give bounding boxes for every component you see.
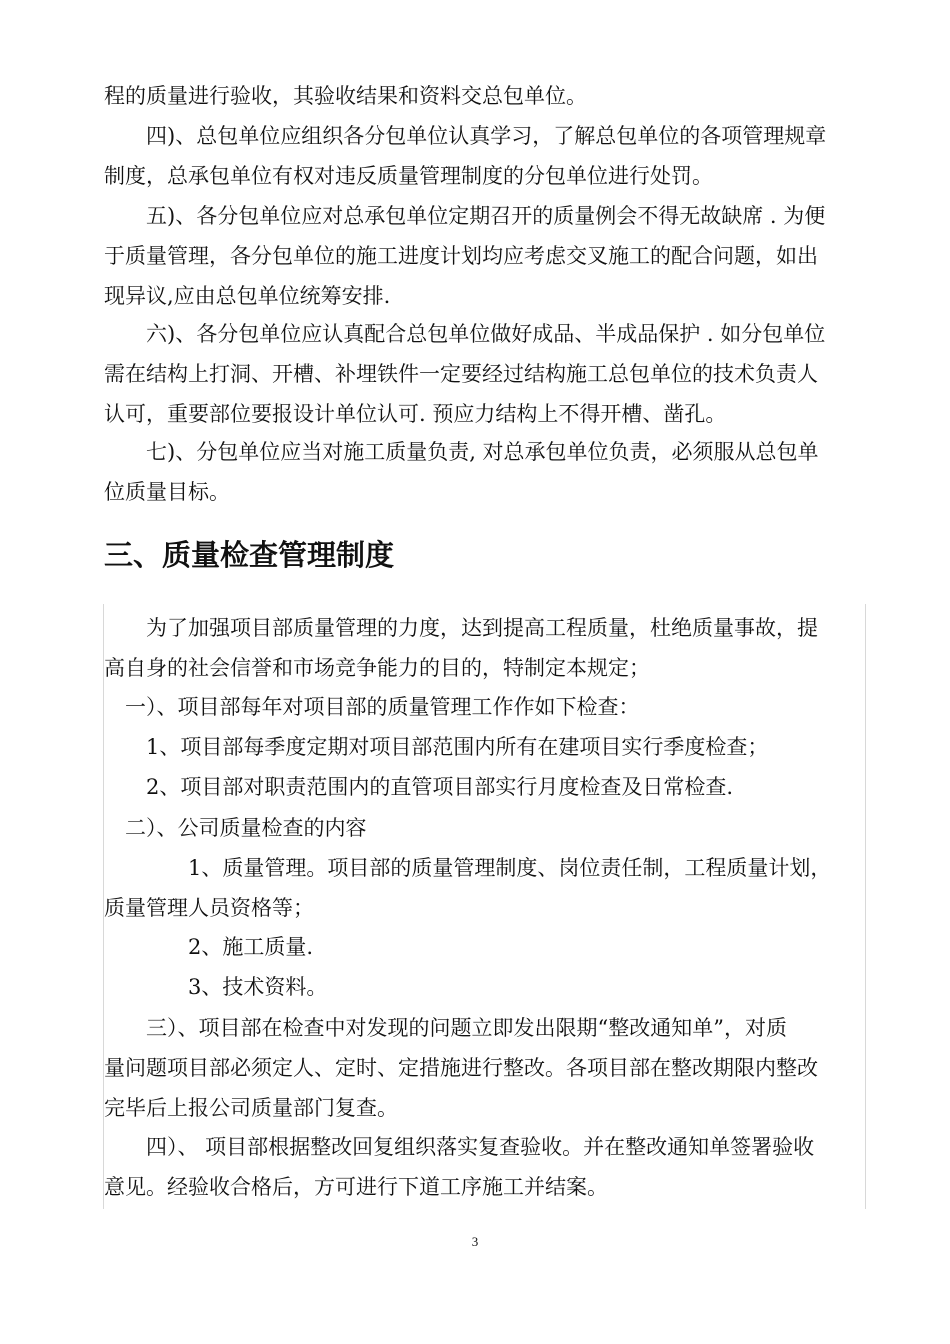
text-line: 于质量管理，各分包单位的施工进度计划均应考虑交叉施工的配合问题，如出 (104, 244, 818, 268)
text-line: 程的质量进行验收，其验收结果和资料交总包单位。 (104, 84, 587, 108)
text-line: 1、质量管理。项目部的质量管理制度、岗位责任制，工程质量计划， (104, 856, 832, 880)
section-intro (104, 608, 818, 688)
text-line: 位质量目标。 (104, 480, 230, 504)
check-item-1 (104, 687, 640, 727)
text-line: 为了加强项目部质量管理的力度，达到提高工程质量，杜绝质量事故，提 (104, 616, 818, 640)
check-item-2-3 (104, 967, 327, 1007)
check-item-1-1 (104, 727, 768, 767)
text-line: 3、技术资料。 (104, 975, 328, 999)
check-item-1-2 (104, 767, 733, 807)
text-line: 制度，总承包单位有权对违反质量管理制度的分包单位进行处罚。 (104, 164, 713, 188)
check-item-3 (104, 1008, 818, 1128)
check-item-2 (104, 808, 367, 848)
text-line: 2、施工质量. (104, 935, 314, 959)
text-line: 意见。经验收合格后，方可进行下道工序施工并结案。 (104, 1175, 608, 1199)
check-item-2-1 (104, 848, 831, 928)
text-line: 四)、总包单位应组织各分包单位认真学习，了解总包单位的各项管理规章 (104, 124, 827, 148)
paragraph-continuation (104, 76, 866, 116)
text-line: 认可，重要部位要报设计单位认可. 预应力结构上不得开槽、凿孔。 (104, 402, 727, 426)
text-line: 四）、 项目部根据整改回复组织落实复查验收。并在整改通知单签署验收 (104, 1135, 815, 1159)
text-line: 七)、分包单位应当对施工质量负责, 对总承包单位负责，必须服从总包单 (104, 440, 819, 464)
text-line: 1、项目部每季度定期对项目部范围内所有在建项目实行季度检查； (104, 735, 769, 759)
text-line: 需在结构上打洞、开槽、补埋铁件一定要经过结构施工总包单位的技术负责人 (104, 362, 818, 386)
text-line: 完毕后上报公司质量部门复查。 (104, 1096, 398, 1120)
text-line: 二）、公司质量检查的内容 (104, 816, 367, 840)
text-line: 质量管理人员资格等； (104, 896, 314, 920)
check-item-2-2 (104, 927, 313, 967)
text-line: 量问题项目部必须定人、定时、定措施进行整改。各项目部在整改期限内整改 (104, 1056, 818, 1080)
text-line: 2、项目部对职责范围内的直管项目部实行月度检查及日常检查. (104, 775, 734, 799)
text-line: 五)、各分包单位应对总承包单位定期召开的质量例会不得无故缺席 . 为便 (104, 204, 826, 228)
text-line: 三）、项目部在检查中对发现的问题立即发出限期“整改通知单”，对质 (104, 1016, 787, 1040)
page-number: 3 (471, 1234, 479, 1249)
paragraph-item-5 (104, 196, 866, 316)
paragraph-item-7 (104, 432, 866, 512)
text-line: 现异议,应由总包单位统筹安排. (104, 284, 391, 308)
text-line: 一）、项目部每年对项目部的质量管理工作作如下检查： (104, 695, 640, 719)
check-item-4 (104, 1127, 814, 1207)
text-line: 高自身的社会信誉和市场竞争能力的目的，特制定本规定； (104, 656, 650, 680)
text-line: 六)、各分包单位应认真配合总包单位做好成品、半成品保护 . 如分包单位 (104, 322, 826, 346)
paragraph-item-6 (104, 314, 866, 434)
section-heading: 三、质量检查管理制度 (104, 538, 395, 572)
paragraph-item-4 (104, 116, 866, 196)
